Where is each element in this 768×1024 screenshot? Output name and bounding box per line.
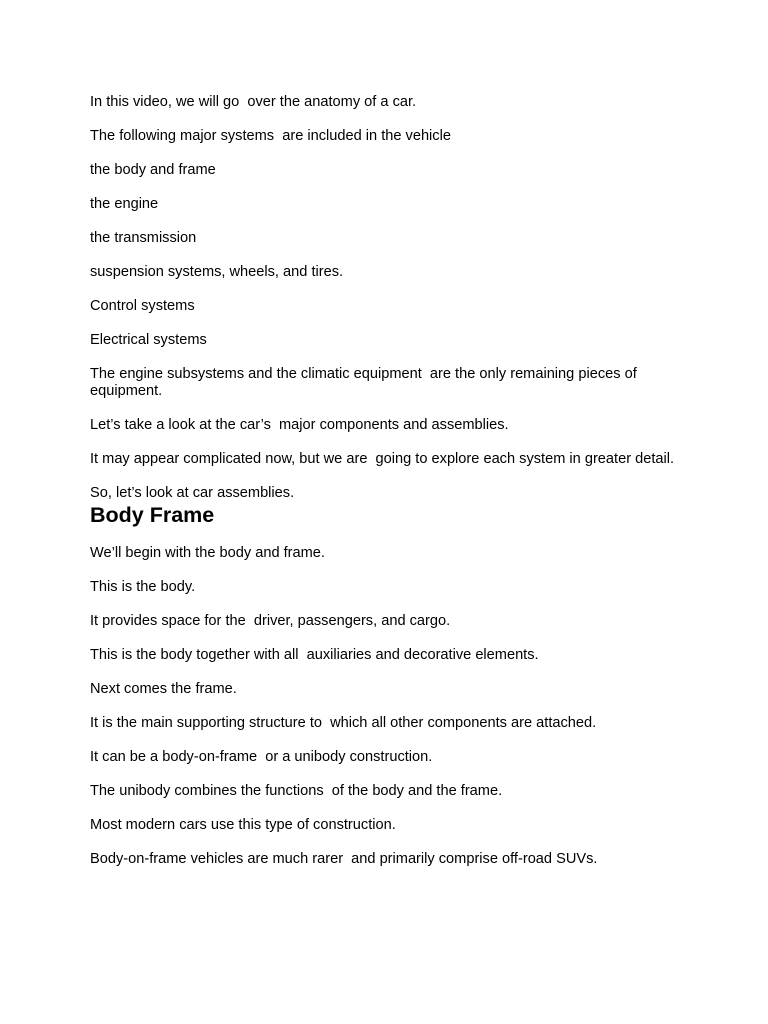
- section-paragraph: This is the body together with all auxiliaries and decorative elements.: [90, 647, 539, 663]
- intro-paragraph: the transmission: [90, 230, 197, 246]
- section-paragraph: It can be a body-on-frame or a unibody construction.: [90, 749, 433, 765]
- section-heading: Body Frame: [90, 503, 215, 527]
- section-paragraph: Next comes the frame.: [90, 681, 237, 697]
- intro-paragraph: So, let’s look at car assemblies.: [90, 485, 295, 501]
- intro-paragraph: Electrical systems: [90, 332, 207, 348]
- intro-paragraph: the body and frame: [90, 162, 216, 178]
- section-paragraph: The unibody combines the functions of the body and the frame.: [90, 783, 503, 799]
- intro-paragraph: suspension systems, wheels, and tires.: [90, 264, 344, 280]
- intro-paragraph: In this video, we will go over the anatomy of a car.: [90, 94, 417, 110]
- intro-paragraph: The engine subsystems and the climatic equipment are the only remaining pieces of equipment.: [90, 366, 641, 399]
- intro-paragraph: It may appear complicated now, but we are going to explore each system in greater detail.: [90, 451, 675, 467]
- section-paragraph: We’ll begin with the body and frame.: [90, 545, 325, 561]
- intro-paragraph: Let’s take a look at the car’s major components and assemblies.: [90, 417, 509, 433]
- intro-paragraph: the engine: [90, 196, 159, 212]
- section-paragraph: Most modern cars use this type of construction.: [90, 817, 396, 833]
- section-paragraph: Body-on-frame vehicles are much rarer and primarily comprise off-road SUVs.: [90, 851, 598, 867]
- intro-paragraph: The following major systems are included in the vehicle: [90, 128, 451, 144]
- section-paragraph: It is the main supporting structure to which all other components are attached.: [90, 715, 597, 731]
- section-paragraph: It provides space for the driver, passengers, and cargo.: [90, 613, 451, 629]
- intro-paragraph: Control systems: [90, 298, 195, 314]
- document-page: [90, 94, 690, 885]
- section-paragraph: This is the body.: [90, 579, 196, 595]
